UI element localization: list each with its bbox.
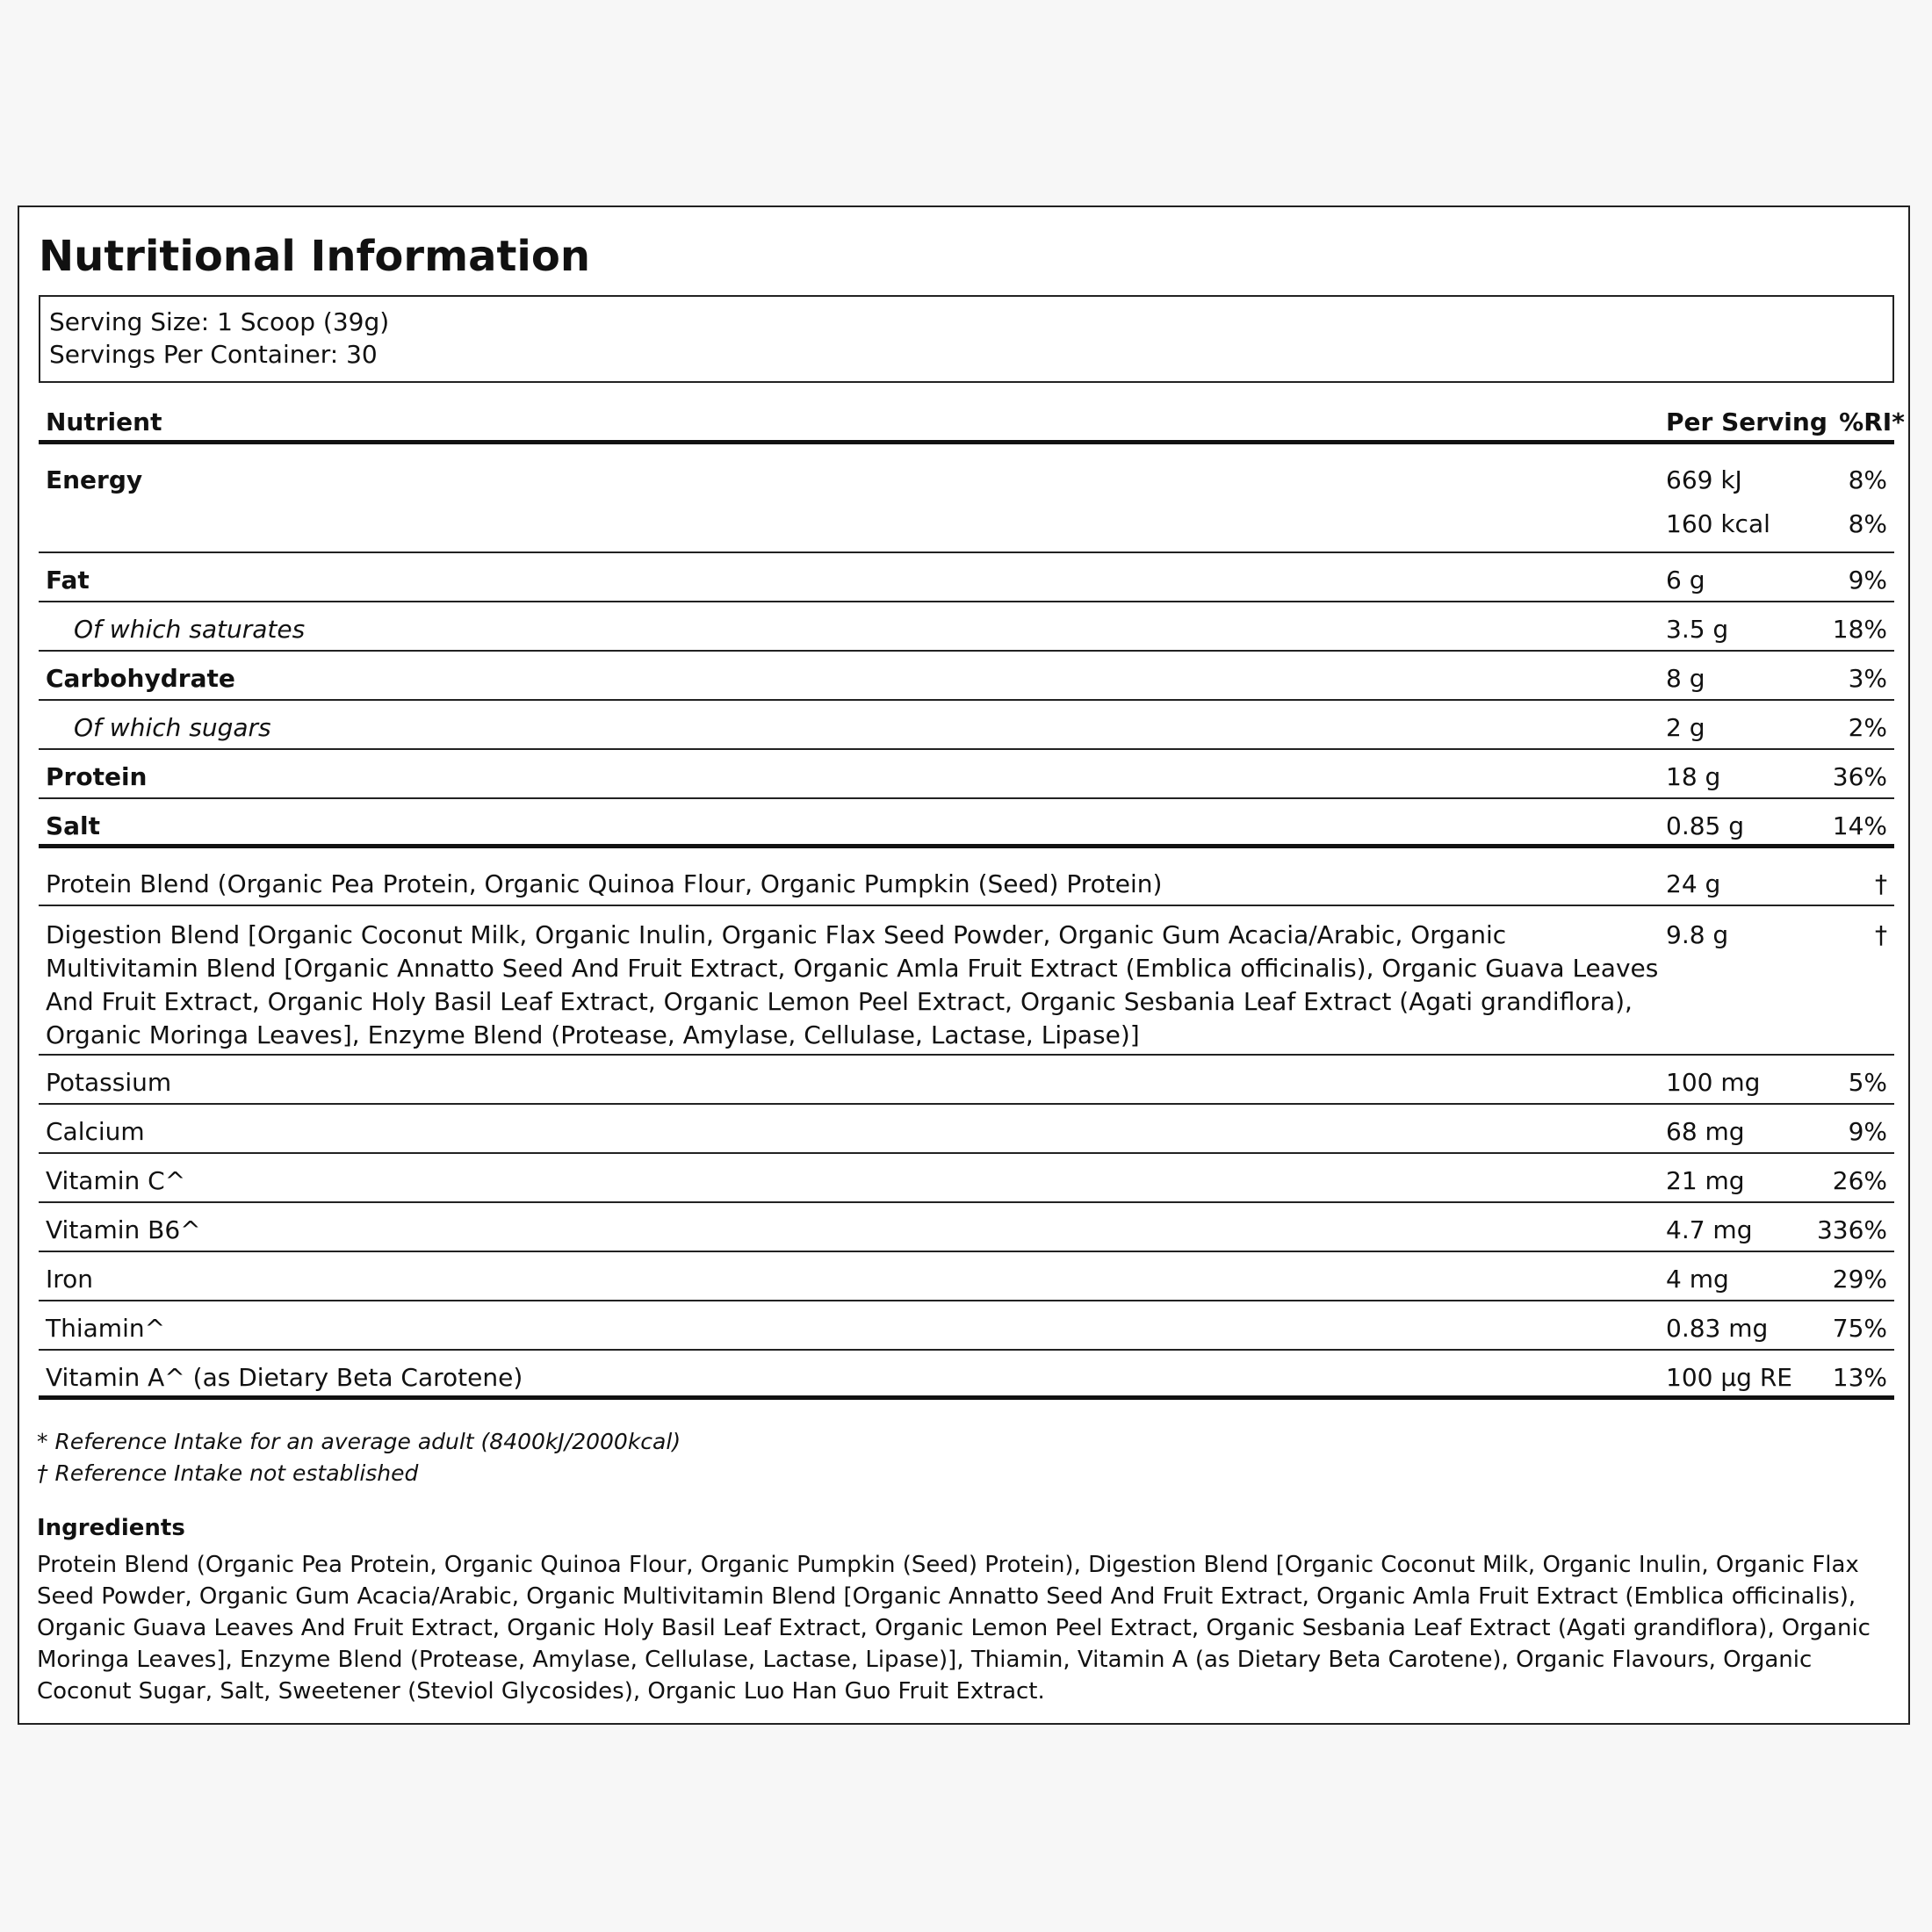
nutrient-name: Protein: [46, 762, 148, 791]
table-row-energy-kj: [39, 444, 1894, 502]
table-row-thiamin: [39, 1301, 1894, 1351]
nutrient-name: Vitamin A^ (as Dietary Beta Carotene): [46, 1363, 523, 1392]
header-per-serving: Per Serving: [1666, 407, 1827, 436]
per-serving-value: 4 mg: [1666, 1265, 1729, 1294]
table-row-saturates: [39, 602, 1894, 652]
nutrient-name: Carbohydrate: [46, 664, 235, 693]
table-row-iron: [39, 1252, 1894, 1301]
nutrient-name: Digestion Blend [Organic Coconut Milk, Organic Inulin, Organic Flax Seed Powder, Organic Gum Acacia/Arabic, Organic Multivitamin Blend [Organic Annatto Seed And Fruit Extract, Organic Amla Fruit Extract (Emblica officinalis), Organic Guava Leaves And Fruit Extract, Organic Holy Basil Leaf Extract, Organic Lemon Peel Extract, Organic Sesbania Leaf Extract (Agati grandiflora), Organic Moringa Leaves], Enzyme Blend (Protease, Amylase, Cellulase, Lactase, Lipase)]: [46, 920, 1659, 1049]
nutrient-name: Thiamin^: [46, 1314, 166, 1343]
per-serving-value: 0.83 mg: [1666, 1314, 1769, 1343]
nutrient-name: Of which saturates: [74, 615, 306, 644]
footnote-ri: * Reference Intake for an average adult (8400kJ/2000kcal): [37, 1429, 681, 1454]
table-row-protein-blend: [39, 848, 1894, 906]
nutrient-name: Of which sugars: [74, 713, 271, 742]
per-serving-value: 669 kJ: [1666, 465, 1742, 494]
table-row-salt: [39, 799, 1894, 848]
table-row-carbohydrate: [39, 652, 1894, 701]
table-row-protein: [39, 750, 1894, 799]
ri-value: 36%: [1832, 762, 1887, 791]
ri-value: 26%: [1832, 1166, 1887, 1195]
nutrient-name: [39, 508, 1666, 551]
per-serving-value: 24 g: [1666, 869, 1721, 898]
ri-value: 14%: [1832, 811, 1887, 840]
serving-size: Serving Size: 1 Scoop (39g): [49, 307, 390, 336]
table-row-vitamin-a: [39, 1351, 1894, 1400]
per-serving-value: 2 g: [1666, 713, 1705, 742]
ri-value: 29%: [1832, 1265, 1887, 1294]
ri-value: 5%: [1848, 1068, 1887, 1097]
ri-value: 9%: [1848, 1117, 1887, 1146]
table-row-fat: [39, 553, 1894, 602]
per-serving-value: 21 mg: [1666, 1166, 1745, 1195]
nutrition-table: [39, 397, 1905, 1400]
ri-value: 336%: [1816, 1215, 1887, 1244]
ri-value: 3%: [1848, 664, 1887, 693]
per-serving-value: 160 kcal: [1666, 509, 1770, 538]
per-serving-value: 0.85 g: [1666, 811, 1745, 840]
footnotes: [37, 1426, 681, 1489]
ri-value: †: [1875, 920, 1887, 949]
header-ri: %RI*: [1839, 407, 1905, 436]
footnote-dagger: † Reference Intake not established: [37, 1460, 419, 1486]
ri-value: †: [1875, 869, 1887, 898]
per-serving-value: 68 mg: [1666, 1117, 1745, 1146]
ri-value: 18%: [1832, 615, 1887, 644]
ingredients-text: Protein Blend (Organic Pea Protein, Organic Quinoa Flour, Organic Pumpkin (Seed) Protein), Digestion Blend [Organic Coconut Milk, Organic Inulin, Organic Flax Seed Powder, Organic Gum Acacia/Arabic, Organic Multivitamin Blend [Organic Annatto Seed And Fruit Extract, Organic Amla Fruit Extract (Emblica officinalis), Organic Guava Leaves And Fruit Extract, Organic Holy Basil Leaf Extract, Organic Lemon Peel Extract, Organic Sesbania Leaf Extract (Agati grandiflora), Organic Moringa Leaves], Enzyme Blend (Protease, Amylase, Cellulase, Lactase, Lipase)], Thiamin, Vitamin A (as Dietary Beta Carotene), Organic Flavours, Organic Coconut Sugar, Salt, Sweetener (Steviol Glycosides), Organic Luo Han Guo Fruit Extract.: [37, 1552, 1871, 1705]
nutrient-name: Potassium: [46, 1068, 172, 1097]
per-serving-value: 8 g: [1666, 664, 1705, 693]
per-serving-value: 4.7 mg: [1666, 1215, 1753, 1244]
ingredients-heading: Ingredients: [37, 1515, 185, 1541]
nutrient-name: Energy: [46, 465, 143, 494]
per-serving-value: 9.8 g: [1666, 920, 1729, 949]
table-row-potassium: [39, 1056, 1894, 1105]
table-row-energy-kcal: [39, 502, 1894, 553]
per-serving-value: 3.5 g: [1666, 615, 1729, 644]
table-row-vitamin-c: [39, 1154, 1894, 1203]
ri-value: 8%: [1848, 465, 1887, 494]
table-row-digestion-blend: [39, 906, 1894, 1056]
table-header-row: [39, 397, 1905, 444]
table-row-calcium: [39, 1105, 1894, 1154]
per-serving-value: 6 g: [1666, 566, 1705, 595]
servings-per-container: Servings Per Container: 30: [49, 340, 378, 369]
per-serving-value: 18 g: [1666, 762, 1721, 791]
table-row-vitamin-b6: [39, 1203, 1894, 1252]
per-serving-value: 100 μg RE: [1666, 1363, 1792, 1392]
nutrition-panel: [18, 205, 1910, 1725]
page-title: Nutritional Information: [39, 232, 591, 281]
nutrient-name: Calcium: [46, 1117, 145, 1146]
nutrient-name: Vitamin C^: [46, 1166, 186, 1195]
nutrient-name: Salt: [46, 811, 101, 840]
table-row-sugars: [39, 701, 1894, 750]
nutrient-name: Vitamin B6^: [46, 1215, 201, 1244]
ri-value: 13%: [1832, 1363, 1887, 1392]
ri-value: 75%: [1832, 1314, 1887, 1343]
ri-value: 8%: [1848, 509, 1887, 538]
ri-value: 9%: [1848, 566, 1887, 595]
nutrient-name: Fat: [46, 566, 90, 595]
ri-value: 2%: [1848, 713, 1887, 742]
nutrient-name: Protein Blend (Organic Pea Protein, Organic Quinoa Flour, Organic Pumpkin (Seed) Protein): [46, 869, 1163, 898]
serving-info-box: [39, 295, 1894, 383]
per-serving-value: 100 mg: [1666, 1068, 1761, 1097]
header-nutrient: Nutrient: [46, 407, 162, 436]
nutrient-name: Iron: [46, 1265, 94, 1294]
